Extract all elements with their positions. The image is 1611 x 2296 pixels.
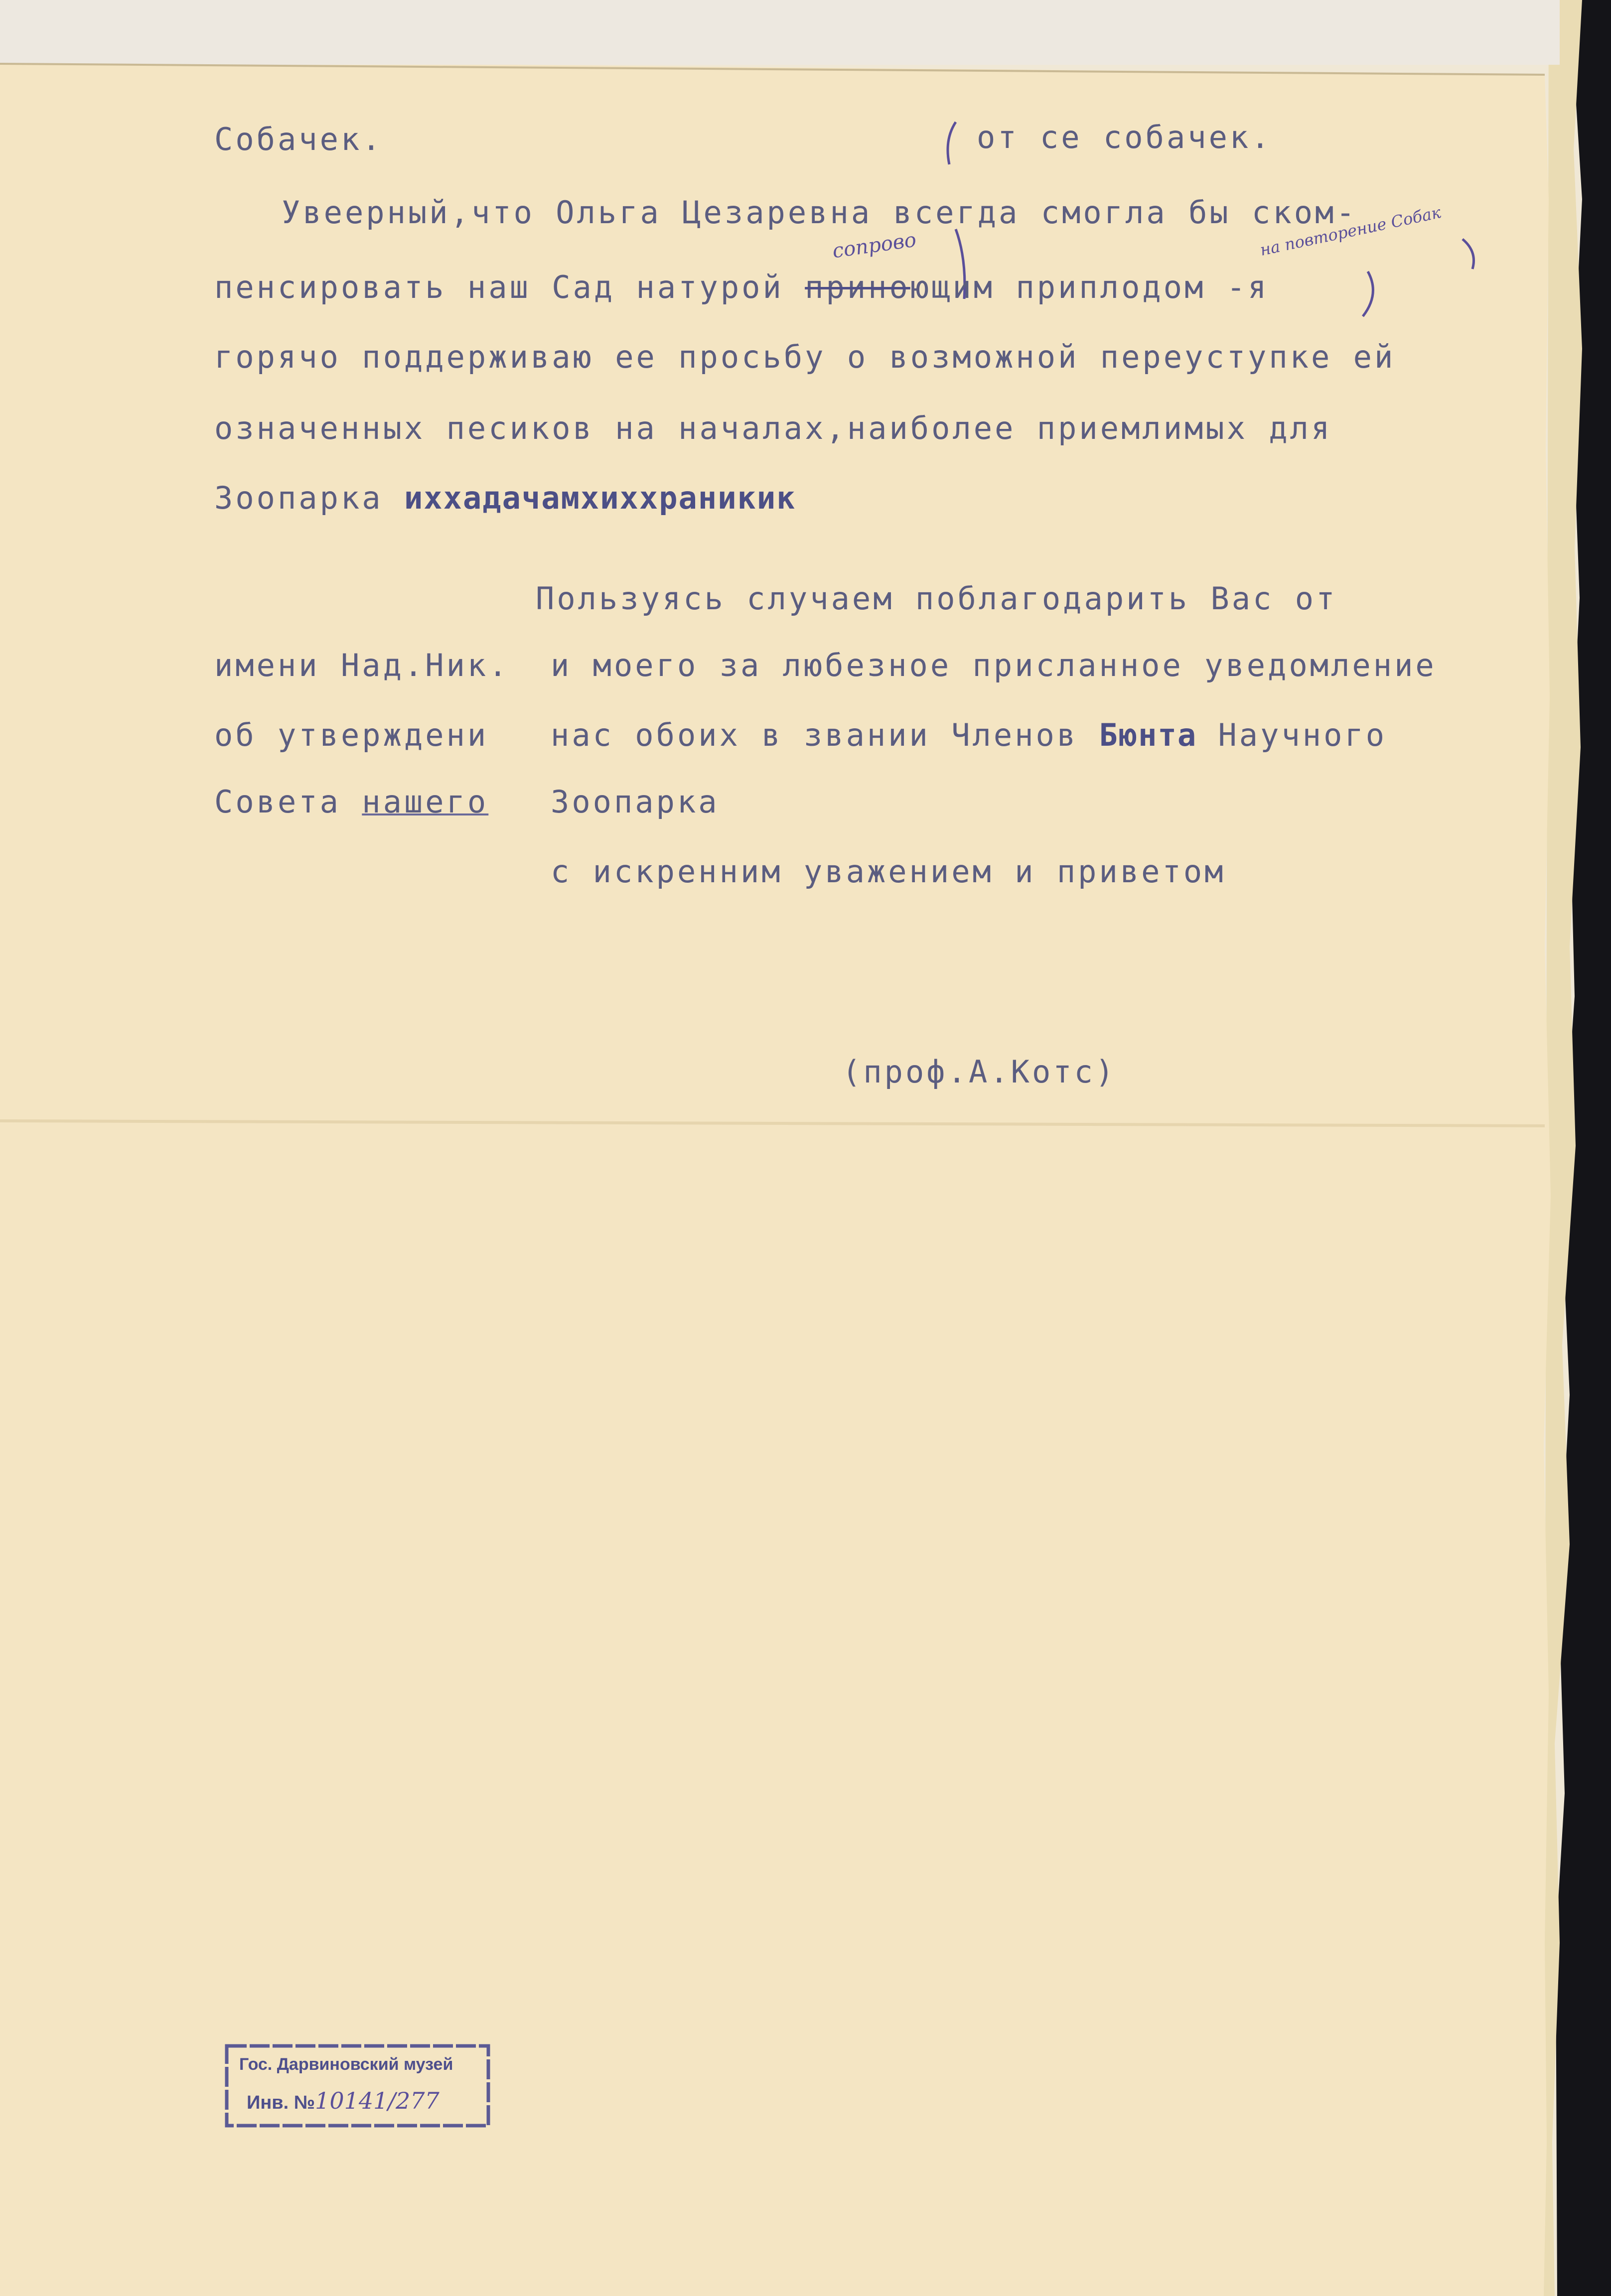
stamp-inventory-label: Инв. №: [247, 2092, 315, 2113]
letter-line-9-col1: [214, 782, 488, 822]
line-8-end: Научного: [1218, 717, 1387, 753]
stamp-inventory-number: 10141/277: [315, 2087, 439, 2114]
closing-line: с искренним уважением и приветом: [551, 853, 1226, 890]
handwritten-margin-note: на повторение Собак: [1258, 202, 1443, 260]
letter-line-7-col1: имени Над.Ник.: [214, 647, 510, 683]
stamp-institution: Гос. Дарвиновский музей: [239, 2055, 453, 2074]
letter-line-8-col1: об утверждени: [214, 717, 489, 753]
struck-out-word: прино: [805, 269, 910, 305]
line-2-end: ющим приплодом -я: [910, 269, 1269, 305]
stamp-inventory: [247, 2087, 439, 2114]
letter-line-9-col2: Зоопарка: [551, 784, 720, 820]
letter-line-8-col2: [551, 715, 1387, 755]
line-2-start: пенсировать наш Сад натурой: [214, 269, 805, 305]
letter-line-7-col2: и моего за любезное присланное уведомление: [551, 647, 1437, 683]
line-5-start: Зоопарка: [214, 480, 404, 516]
line-greeting-left: Собачек.: [214, 121, 383, 157]
letter-line-2: [214, 268, 1269, 307]
x-ed-out-word: Бюнта: [1099, 717, 1197, 753]
handwritten-insertion: сопрово: [831, 228, 918, 263]
signature-line: (проф.А.Котс): [842, 1054, 1117, 1090]
x-ed-out-text: ихxадачамхихxраникик: [404, 480, 796, 516]
letter-line-1: Увеерный,что Ольга Цезаревна всегда смогла бы ском-: [282, 194, 1357, 231]
line-greeting-right: от се собачек.: [977, 119, 1272, 155]
underlined-word: нашего: [362, 784, 489, 820]
line-8-start: нас обоих в звании Членов: [551, 717, 1078, 753]
letter-line-3: горячо поддерживаю ее просьбу о возможной переуступке ей: [214, 339, 1396, 375]
line-9-start: Совета: [214, 784, 362, 820]
letter-line-6: Пользуясь случаем поблагодарить Вас от: [536, 580, 1337, 617]
letter-line-5: [214, 478, 796, 518]
letter-line-4: означенных песиков на началах,наиболее приемлимых для: [214, 410, 1332, 446]
